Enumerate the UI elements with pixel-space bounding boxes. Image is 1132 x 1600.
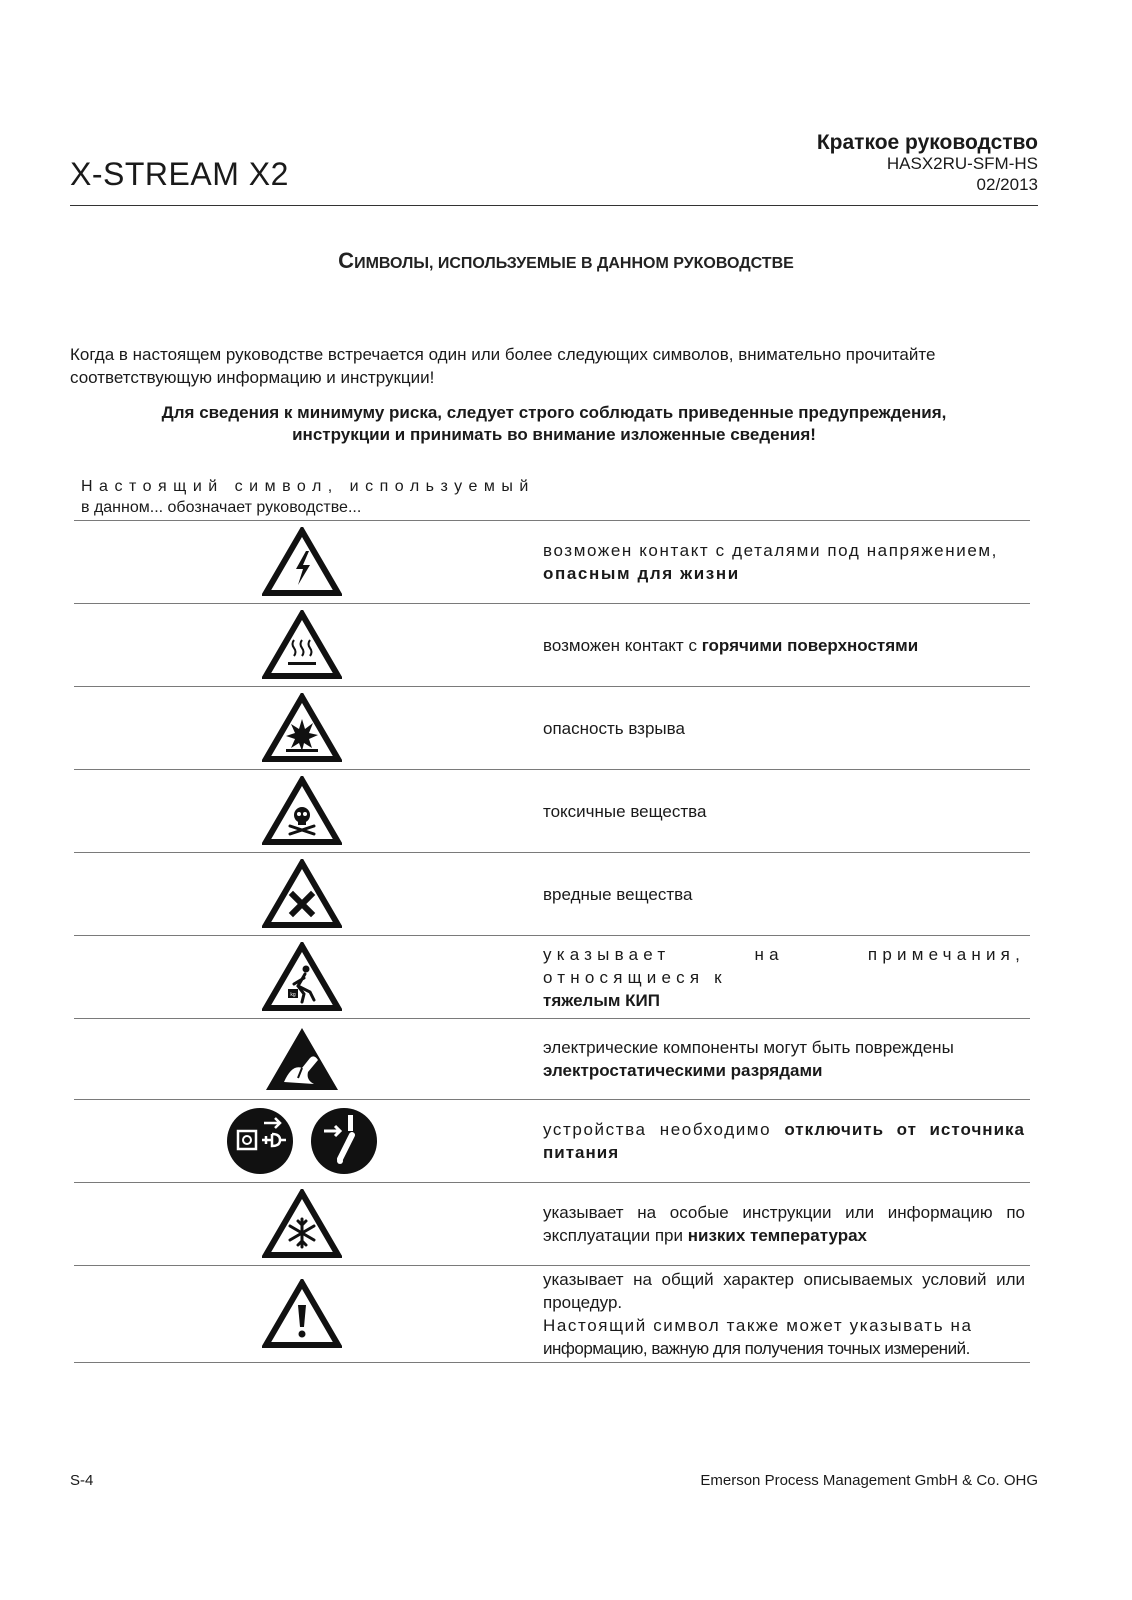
row-text-plain: устройства необходимо [543, 1120, 772, 1139]
table-header [81, 476, 535, 518]
icon-cell [74, 942, 529, 1012]
harmful-x-warning-icon [262, 859, 342, 929]
document-info [817, 132, 1038, 195]
row-text-bold: отключить от источника питания [543, 1120, 1025, 1162]
intro-paragraph: Когда в настоящем руководстве встречается один или более следующих символов, внимательно прочитайте соответствующую информацию и инструкции! [70, 345, 936, 387]
unplug-mains-icon [226, 1107, 294, 1175]
row-text-plain: электрические компоненты могут быть повреждены [543, 1038, 954, 1057]
disconnect-switch-icon [310, 1107, 378, 1175]
icon-cell [74, 527, 529, 597]
row-text-plain: указывает на общий характер описываемых условий или процедур. [543, 1270, 1025, 1312]
row-text-plain: возможен контакт с деталями под напряжением, [543, 541, 998, 560]
icon-cell [74, 610, 529, 680]
row-text [529, 634, 1029, 657]
table-header-line-2: в данном... обозначает руководстве... [81, 499, 362, 516]
table-row [74, 1183, 1030, 1266]
icon-cell [74, 776, 529, 846]
icon-cell [74, 1107, 529, 1175]
esd-warning-icon [262, 1024, 342, 1094]
table-row [74, 521, 1030, 604]
row-text-bold: электростатическими разрядами [543, 1061, 823, 1080]
row-text-bold: горячими поверхностями [701, 635, 919, 655]
table-row [74, 1100, 1030, 1183]
icon-cell [74, 693, 529, 763]
row-text [529, 717, 1029, 740]
heavy-load-warning-icon [262, 942, 342, 1012]
row-text-bold: опасным для жизни [543, 564, 740, 583]
table-header-line-1: Настоящий символ, используемый [81, 478, 535, 495]
general-warning-icon [262, 1279, 342, 1349]
document-kind: Краткое руководство [816, 131, 1038, 154]
risk-warning-line-2: инструкции и принимать во внимание изложенные сведения! [292, 425, 816, 444]
product-title: X-STREAM X2 [70, 156, 289, 192]
row-text [529, 1201, 1029, 1247]
row-text-plain-3: информацию, важную для получения точных измерений. [543, 1339, 970, 1358]
row-text [529, 883, 1029, 906]
row-text [529, 800, 1029, 823]
row-text-plain: указывает на особые инструкции или информацию по эксплуатации при [543, 1203, 1025, 1245]
icon-cell [74, 1279, 529, 1349]
page-number: S-4 [70, 1472, 94, 1489]
document-date: 02/2013 [976, 175, 1038, 194]
toxic-skull-warning-icon [262, 776, 342, 846]
table-row [74, 1019, 1030, 1100]
section-title [0, 248, 1132, 274]
row-text-plain-2: Настоящий символ также может указывать на [543, 1316, 973, 1335]
row-text-plain: вредные вещества [543, 884, 693, 904]
table-row [74, 604, 1030, 687]
row-text [529, 1268, 1029, 1360]
icon-cell [74, 1189, 529, 1259]
table-row [74, 1266, 1030, 1363]
header-divider [70, 205, 1038, 206]
company-name: Emerson Process Management GmbH & Co. OHG [700, 1472, 1038, 1489]
table-row [74, 770, 1030, 853]
risk-warning-line-1: Для сведения к минимуму риска, следует строго соблюдать приведенные предупреждения, [161, 403, 947, 422]
row-text-bold: низких температурах [687, 1226, 867, 1245]
section-title-text: СИМВОЛЫ, ИСПОЛЬЗУЕМЫЕ В ДАННОМ РУКОВОДСТВЕ [338, 248, 794, 273]
risk-warning [70, 402, 1038, 446]
table-row [74, 936, 1030, 1019]
high-voltage-warning-icon [262, 527, 342, 597]
row-text-plain: возможен контакт с [543, 635, 697, 655]
symbols-table [74, 520, 1030, 1363]
table-row [74, 687, 1030, 770]
row-text [529, 539, 1029, 585]
icon-cell [74, 1024, 529, 1094]
row-text-plain: указывает на примечания, относящиеся к [543, 944, 1025, 987]
row-text-plain: токсичные вещества [543, 801, 707, 821]
svg-text:kg: kg [289, 992, 296, 998]
row-text-plain: опасность взрыва [543, 718, 685, 738]
low-temperature-warning-icon [262, 1189, 342, 1259]
row-text [529, 943, 1029, 1012]
explosion-warning-icon [262, 693, 342, 763]
row-text [529, 1118, 1029, 1164]
row-text [529, 1036, 1029, 1082]
document-code: HASX2RU-SFM-HS [886, 154, 1038, 173]
hot-surface-warning-icon [262, 610, 342, 680]
table-row [74, 853, 1030, 936]
row-text-bold: тяжелым КИП [543, 990, 660, 1010]
icon-cell [74, 859, 529, 929]
